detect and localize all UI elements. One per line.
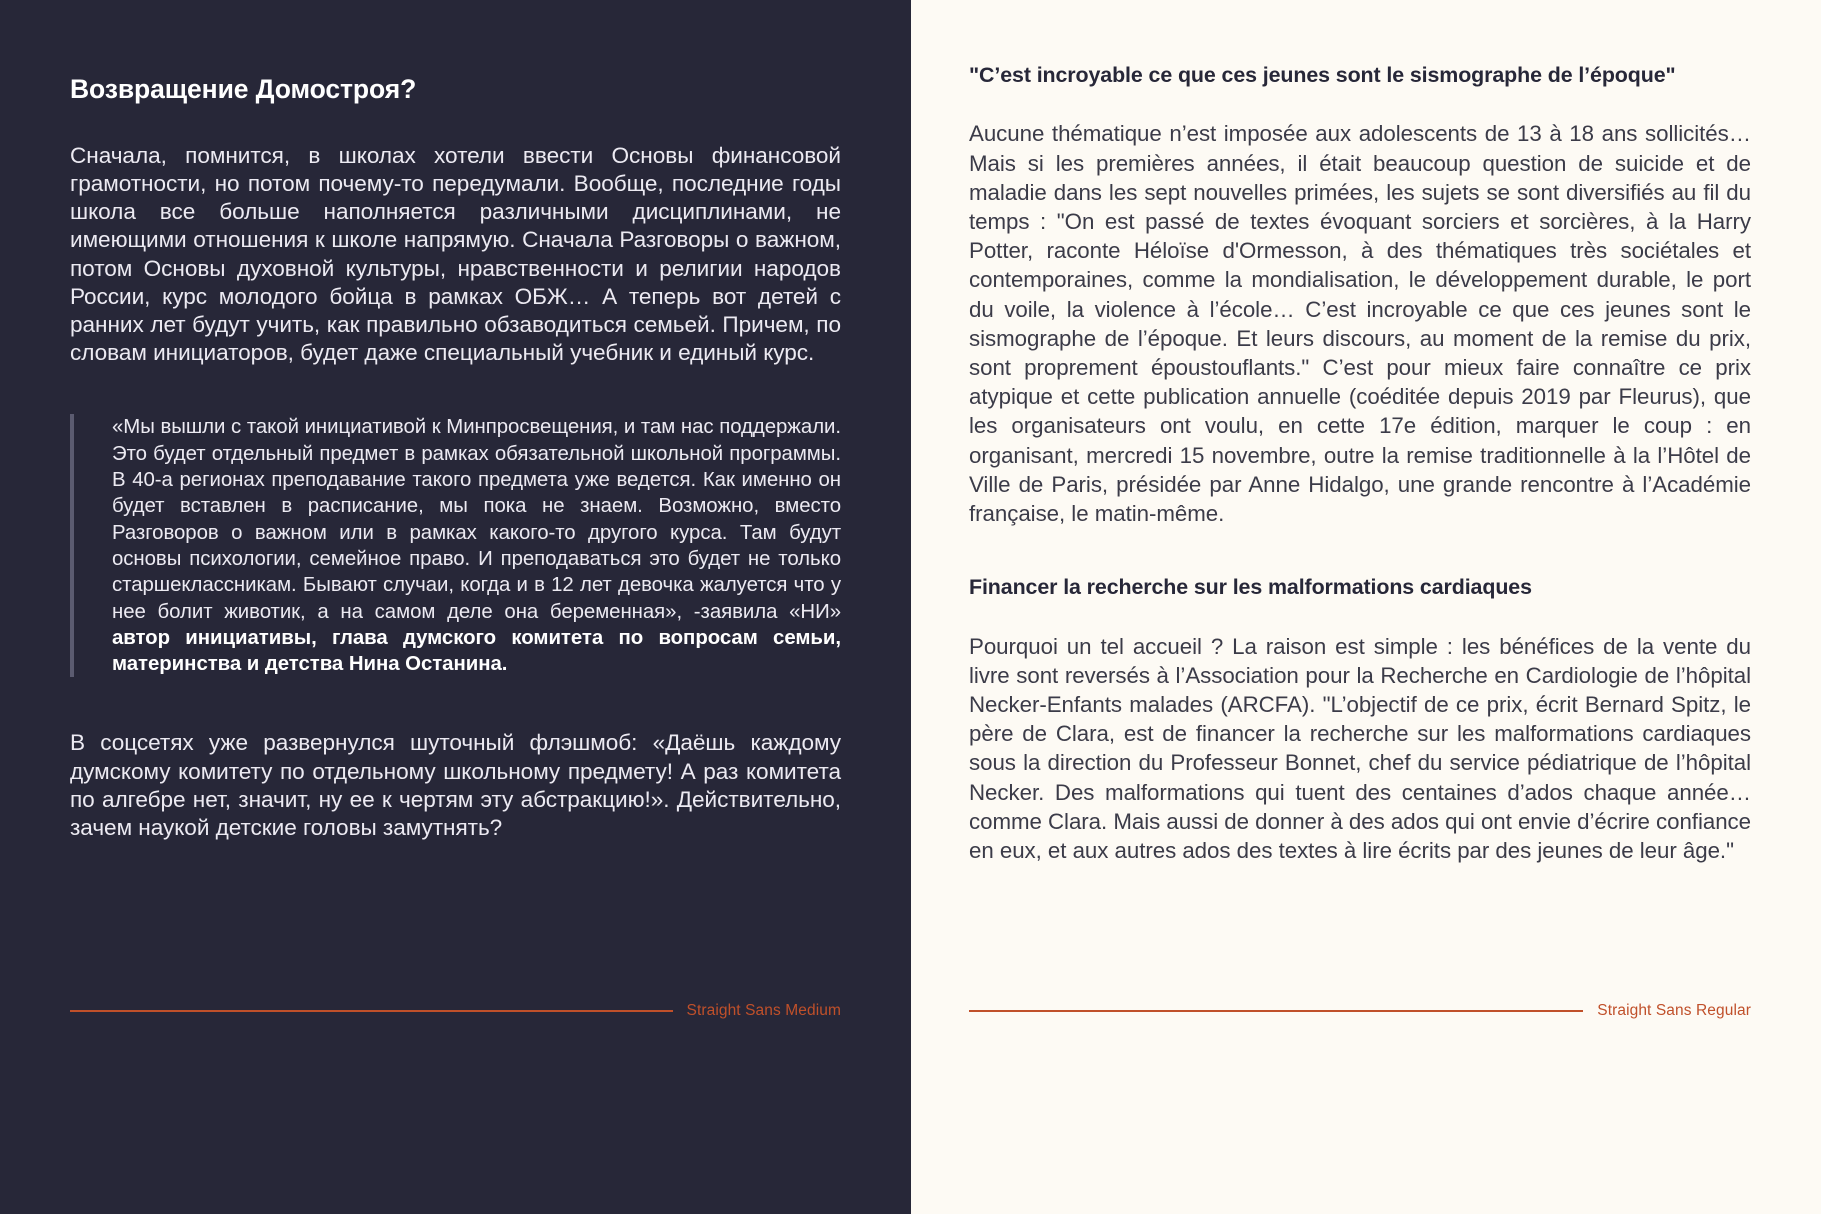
footer-font-tag: Straight Sans Regular [1597, 1002, 1751, 1019]
footer-font-tag: Straight Sans Medium [686, 1002, 841, 1019]
page-title: Возвращение Домостроя? [70, 74, 417, 104]
right-subheading-2: Financer la recherche sur les malformations cardiaques [969, 575, 1532, 600]
right-page [921, 0, 1821, 1214]
page-gutter [911, 0, 921, 1214]
left-paragraph-1: Сначала, помнится, в школах хотели ввести Основы финансовой грамотности, но потом почему-то передумали. Вообще, последние годы школа все больше наполняется различными дисциплинами, не имеющими отношения к школе напрямую. Сначала Разговоры о важном, потом Основы духовной культуры, нравственности и религии народов России, курс молодого бойца в рамках ОБЖ… А теперь вот детей с ранних лет будут учить, как правильно обзаводиться семьей. Причем, по словам инициаторов, будет даже специальный учебник и единый курс. [70, 142, 841, 366]
blockquote-attribution: автор инициативы, глава думского комитета по вопросам семьи, материнства и детства Нина Останина. [112, 626, 841, 676]
blockquote [70, 414, 841, 677]
right-page-footer [969, 1002, 1751, 1020]
right-paragraph-1: Aucune thématique n’est imposée aux adolescents de 13 à 18 ans sollicités… Mais si les premières années, il était beaucoup question de suicide et de maladie dans les sept nouvelles primées, les sujets se sont diversifiés au fil du temps : "On est passé de textes évoquant sorciers et sorcières, à la Harry Potter, raconte Héloïse d'Ormesson, à des thématiques très sociétales et contemporaines, comme la mondialisation, le développement durable, le port du voile, la violence à l’école… C’est incroyable ce que ces jeunes sont le sismographe de l’époque. Et leurs discours, au moment de la remise du prix, sont proprement époustouflants." C’est pour mieux faire connaître ce prix atypique et cette publication annuelle (coéditée depuis 2019 par Fleurus), que les organisateurs ont voulu, en cette 17e édition, marquer le coup : en organisant, mercredi 15 novembre, outre la remise traditionnelle à la l’Hôtel de Ville de Paris, présidée par Anne Hidalgo, une grande rencontre à l’Académie française, le matin-même. [969, 121, 1751, 527]
footer-rule [969, 1010, 1583, 1012]
right-subheading-1: "C’est incroyable ce que ces jeunes sont le sismographe de l’époque" [969, 63, 1676, 87]
right-paragraph-2: Pourquoi un tel accueil ? La raison est simple : les bénéfices de la vente du livre sont reversés à l’Association pour la Recherche en Cardiologie de l’hôpital Necker-Enfants malades (ARCFA). "L’objectif de ce prix, écrit Bernard Spitz, le père de Clara, est de financer la recherche sur les malformations cardiaques sous la direction du Professeur Bonnet, chef du service pédiatrique de l’hôpital Necker. Des malformations qui tuent des centaines d’ados chaque année… comme Clara. Mais aussi de donner à des ados qui ont envie d’écrire confiance en eux, et aux autres ados des textes à lire écrits par des jeunes de leur âge." [969, 633, 1751, 864]
blockquote-text: «Мы вышли с такой инициативой к Минпросвещения, и там нас поддержали. Это будет отдельный предмет в рамках обязательной школьной программы. В 40-а регионах преподавание такого предмета уже ведется. Как именно он будет вставлен в расписание, мы пока не знаем. Возможно, вместо Разговоров о важном или в рамках какого-то другого курса. Там будут основы психологии, семейное право. И преподаваться это будет не только старшеклассникам. Бывают случаи, когда и в 12 лет девочка жалуется что у нее болит животик, а на самом деле она беременная», -заявила «НИ» [112, 416, 841, 623]
left-paragraph-2: В соцсетях уже развернулся шуточный флэшмоб: «Даёшь каждому думскому комитету по отдельному школьному предмету! А раз комитета по алгебре нет, значит, ну ее к чертям эту абстракцию!». Действительно, зачем наукой детские головы замутнять? [70, 730, 841, 840]
left-page-footer [70, 1002, 841, 1020]
blockquote-paragraph [112, 414, 841, 677]
footer-rule [70, 1010, 673, 1012]
